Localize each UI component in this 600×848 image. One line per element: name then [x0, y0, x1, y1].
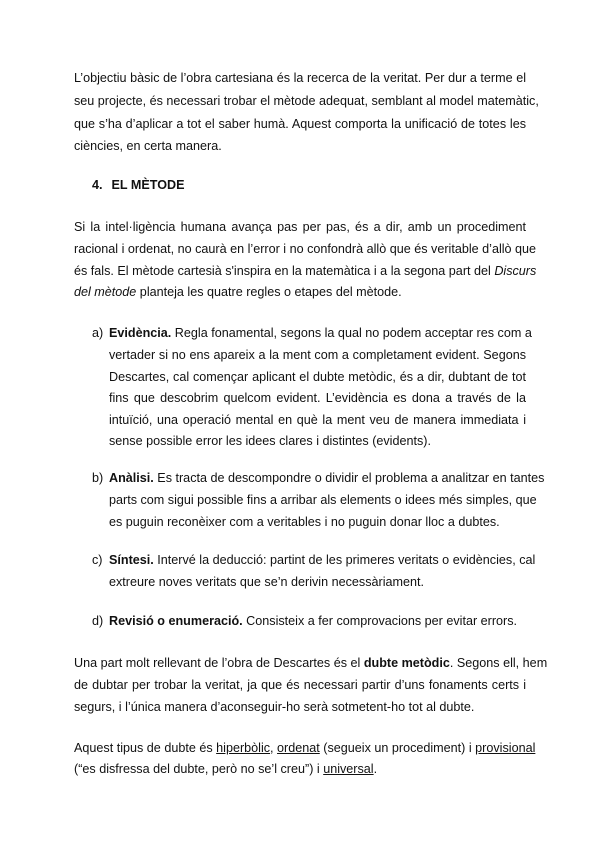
- rule-line: [109, 326, 532, 340]
- rule-title: Evidència.: [109, 326, 172, 340]
- rule-text: Regla fonamental, segons la qual no podem acceptar res com a: [171, 326, 532, 340]
- underlined-term: provisional: [475, 741, 536, 755]
- intro-line: seu projecte, és necessari trobar el mètode adequat, semblant al model matemàtic,: [74, 94, 539, 108]
- underlined-term: hiperbòlic: [216, 741, 271, 755]
- section-heading: [92, 178, 185, 192]
- rule-line: es puguin reconèixer com a veritables i no puguin donar lloc a dubtes.: [109, 515, 500, 529]
- underlined-term: universal: [323, 762, 374, 776]
- section-number: 4.: [92, 178, 103, 192]
- paragraph-line: Si la intel·ligència humana avança pas per pas, és a dir, amb un procediment: [74, 220, 526, 234]
- paragraph-line: [74, 264, 537, 278]
- list-marker: c): [92, 553, 103, 567]
- rule-text: Consisteix a fer comprovacions per evitar errors.: [242, 614, 518, 628]
- text-run: .: [373, 762, 378, 776]
- rule-line: intuïció, una operació mental en què la ment veu de manera immediata i: [109, 413, 526, 427]
- paragraph-line: [74, 762, 526, 776]
- text-run: ,: [270, 741, 278, 755]
- text-run: planteja les quatre regles o etapes del mètode.: [136, 285, 402, 299]
- paragraph-line: segurs, i l’única manera d’aconseguir-ho serà sotmetent-ho tot al dubte.: [74, 700, 475, 714]
- rule-line: sense possible error les idees clares i distintes (evidents).: [109, 434, 431, 448]
- rule-text: Es tracta de descompondre o dividir el problema a analitzar en tantes: [153, 471, 545, 485]
- rule-line: parts com sigui possible fins a arribar als elements o idees més simples, que: [109, 493, 537, 507]
- bold-term: dubte metòdic: [363, 656, 450, 670]
- intro-line: que s’ha d’aplicar a tot el saber humà. Aquest comporta la unificació de totes les: [74, 117, 526, 131]
- rule-line: [109, 553, 536, 567]
- intro-line: ciències, en certa manera.: [74, 139, 222, 153]
- rule-line: fins que descobrim quelcom evident. L’evidència es dona a través de la: [109, 391, 526, 405]
- text-run: (segueix un procediment) i: [319, 741, 476, 755]
- rule-line: Descartes, cal començar aplicant el dubte metòdic, és a dir, dubtant de tot: [109, 370, 526, 384]
- italic-title: del mètode: [74, 285, 137, 299]
- rule-line: [109, 471, 545, 485]
- list-marker: d): [92, 614, 104, 628]
- section-title: EL MÈTODE: [111, 178, 185, 192]
- text-run: Aquest tipus de dubte és: [74, 741, 217, 755]
- rule-title: Anàlisi.: [109, 471, 154, 485]
- rule-title: Revisió o enumeració.: [109, 614, 243, 628]
- text-run: (“es disfressa del dubte, però no se’l creu”) i: [74, 762, 324, 776]
- text-run: és fals. El mètode cartesià s'inspira en la matemàtica i a la segona part del: [74, 264, 495, 278]
- rule-line: extreure noves veritats que se’n derivin necessàriament.: [109, 575, 425, 589]
- list-marker: a): [92, 326, 104, 340]
- text-run: Una part molt rellevant de l’obra de Descartes és el: [74, 656, 364, 670]
- paragraph-line: [74, 656, 548, 670]
- list-marker: b): [92, 471, 104, 485]
- paragraph-line: [74, 285, 526, 299]
- italic-title: Discurs: [494, 264, 537, 278]
- paragraph-line: [74, 741, 536, 755]
- rule-text: Intervé la deducció: partint de les primeres veritats o evidències, cal: [153, 553, 536, 567]
- rule-line: [109, 614, 526, 628]
- rule-title: Síntesi.: [109, 553, 154, 567]
- paragraph-line: de dubtar per trobar la veritat, ja que és necessari partir d’uns fonaments certs i: [74, 678, 526, 692]
- underlined-term: ordenat: [277, 741, 320, 755]
- text-run: . Segons ell, hem: [449, 656, 548, 670]
- intro-line: L’objectiu bàsic de l’obra cartesiana és la recerca de la veritat. Per dur a terme el: [74, 71, 526, 85]
- paragraph-line: racional i ordenat, no caurà en l’error i no confondrà allò que és veritable d’allò que: [74, 242, 537, 256]
- rule-line: vertader si no ens apareix a la ment com a completament evident. Segons: [109, 348, 526, 362]
